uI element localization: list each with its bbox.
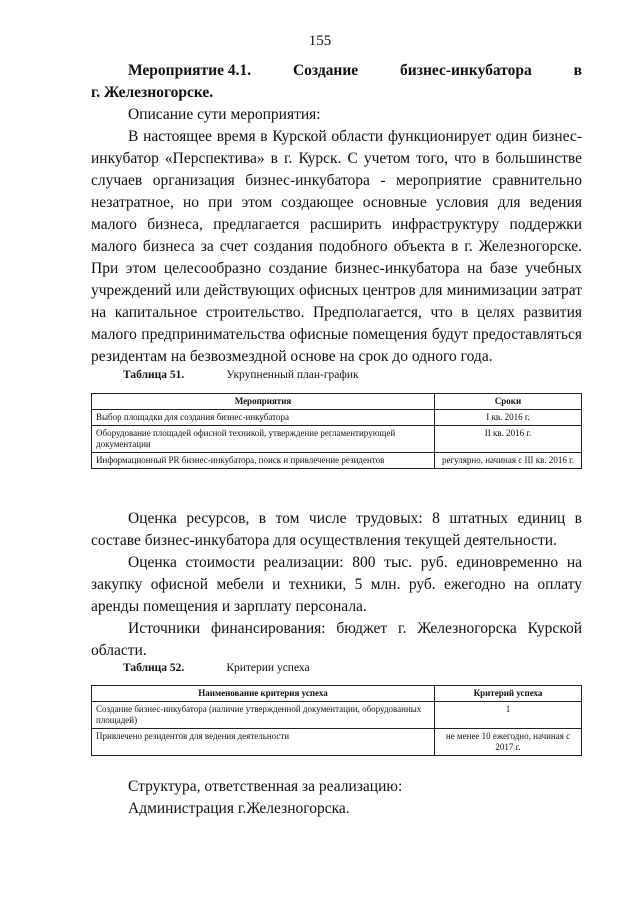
table-cell: не менее 10 ежегодно, начиная с 2017 г. xyxy=(435,729,582,756)
table52-caption xyxy=(123,662,310,674)
structure-label: Структура, ответственная за реализацию: xyxy=(128,778,403,795)
table-row xyxy=(92,702,582,729)
table-cell: регулярно, начиная с III кв. 2016 г. xyxy=(435,453,582,469)
table51 xyxy=(91,393,582,469)
description-label: Описание сути мероприятия: xyxy=(128,106,321,123)
table-cell: Создание бизнес-инкубатора (наличие утвержденной документации, оборудованных площадей) xyxy=(92,702,435,729)
table52-header-criterion-name: Наименование критерия успеха xyxy=(92,686,435,702)
heading-line-2: г. Железногорске. xyxy=(91,84,214,101)
heading-word-4: в xyxy=(573,62,582,79)
table51-header-dates: Сроки xyxy=(435,394,582,410)
funding-paragraph: Источники финансирования: бюджет г. Железногорска Курской области. xyxy=(91,620,582,659)
table-cell: II кв. 2016 г. xyxy=(435,426,582,453)
table51-caption xyxy=(123,369,359,381)
table52 xyxy=(91,685,582,756)
table-cell: Выбор площадки для создания бизнес-инкубатора xyxy=(92,410,435,426)
heading-word-1: Мероприятие 4.1. xyxy=(128,62,252,79)
table52-title: Критерии успеха xyxy=(226,662,310,674)
table-row xyxy=(92,426,582,453)
table-cell: Информационный PR бизнес-инкубатора, поиск и привлечение резидентов xyxy=(92,453,435,469)
heading-word-3: бизнес-инкубатора xyxy=(400,62,532,79)
resources-paragraph: Оценка ресурсов, в том числе трудовых: 8 штатных единиц в составе бизнес-инкубатора для осуществления текущей деятельности. xyxy=(91,510,582,549)
table-cell: Оборудование площадей офисной техникой, утверждение регламентирующей документации xyxy=(92,426,435,453)
table52-header-criterion: Критерий успеха xyxy=(435,686,582,702)
description-paragraph: В настоящее время в Курской области функционирует один бизнес-инкубатор «Перспектива» в г. Курск. С учетом того, что в большинстве случаев организация бизнес-инкубатора - мероприятие сравнительно незатратное, но при этом создающее основные условия для ведения малого бизнеса, предлагается расширить инфраструктуру поддержки малого бизнеса за счет создания подобного объекта в г. Железногорске. При этом целесообразно создание бизнес-инкубатора на базе учебных учреждений или действующих офисных центров для минимизации затрат на капитальное строительство. Предполагается, что в целях развития малого предпринимательства офисные помещения будут предоставляться резидентам на безвозмездной основе на срок до одного года. xyxy=(91,128,582,365)
heading-word-2: Создание xyxy=(292,62,359,79)
table-cell: Привлечено резидентов для ведения деятельности xyxy=(92,729,435,756)
table-cell: 1 xyxy=(435,702,582,729)
table52-label: Таблица 52. xyxy=(123,662,185,674)
section-heading xyxy=(91,60,582,104)
table51-label: Таблица 51. xyxy=(123,369,185,381)
table-row xyxy=(92,453,582,469)
table-row xyxy=(92,410,582,426)
structure-value: Администрация г.Железногорска. xyxy=(128,800,350,817)
table51-header-events: Мероприятия xyxy=(92,394,435,410)
cost-paragraph: Оценка стоимости реализации: 800 тыс. руб. единовременно на закупку офисной мебели и техники, 5 млн. руб. ежегодно на оплату аренды помещения и зарплату персонала. xyxy=(91,554,582,615)
table-row xyxy=(92,729,582,756)
table-cell: I кв. 2016 г. xyxy=(435,410,582,426)
page-number: 155 xyxy=(308,33,332,49)
table51-title: Укрупненный план-график xyxy=(226,369,359,381)
